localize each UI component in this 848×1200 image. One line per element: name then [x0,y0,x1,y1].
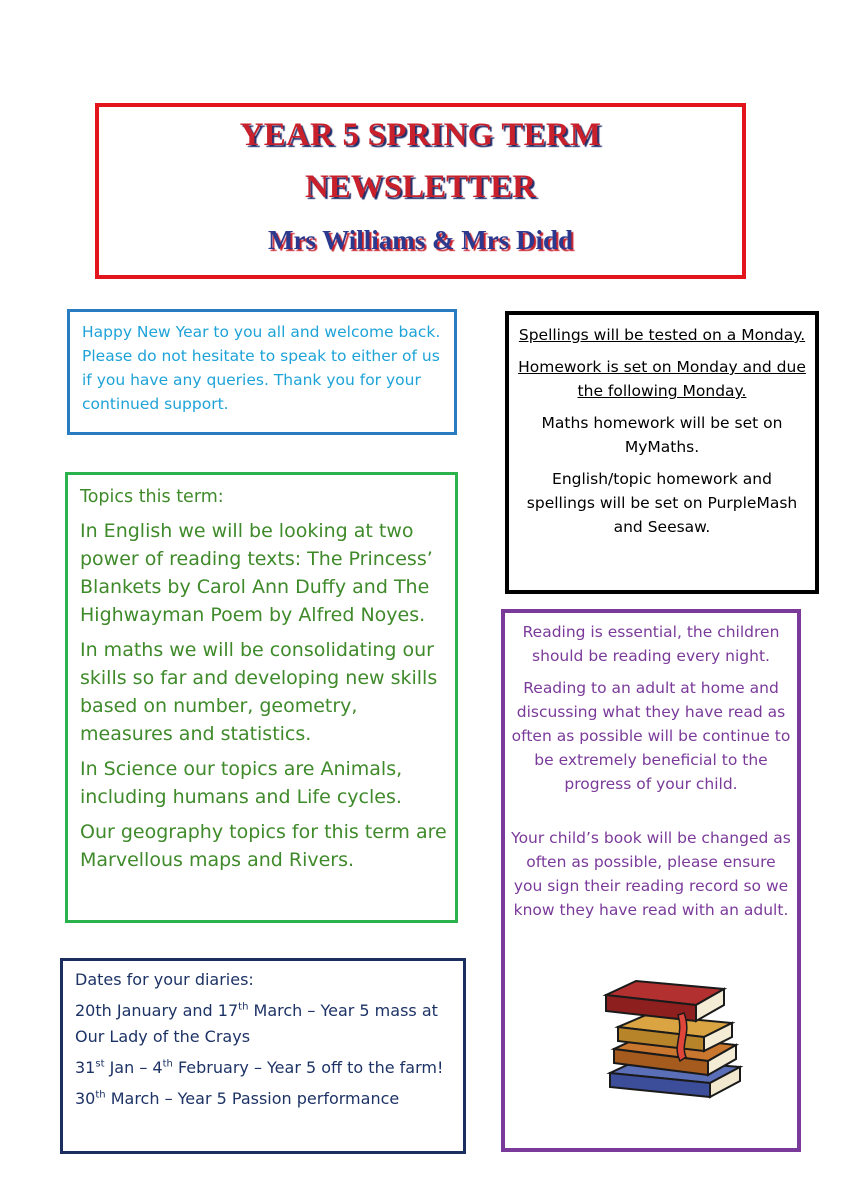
topic-maths: In maths we will be consolidating our skills so far and developing new skills based on number, geometry, measures and statistics. [80,639,438,745]
title-line-2: NEWSLETTER [304,169,537,205]
date-item: 31st Jan – 4th February – Year 5 off to the farm! [75,1058,444,1077]
topics-heading: Topics this term: [80,487,224,507]
spellings-note: Spellings will be tested on a Monday. [518,326,806,344]
topic-english: In English we will be looking at two power of reading texts: The Princess’ Blankets by Carol Ann Duffy and The Highwayman Poem by Alfred Noyes. [80,520,433,626]
dates-heading: Dates for your diaries: [75,970,254,989]
date-item: 20th January and 17th March – Year 5 mass at Our Lady of the Crays [75,1001,438,1046]
reading-record-note: Your child’s book will be changed as often as possible, please ensure you sign their reading record so we know they have read with an adult. [511,829,791,919]
topic-science: In Science our topics are Animals, including humans and Life cycles. [80,758,403,808]
stack-of-books-icon [600,975,750,1105]
reading-essential: Reading is essential, the children should be reading every night. [522,623,780,665]
welcome-text: Happy New Year to you all and welcome back. Please do not hesitate to speak to either of us if you have any queries. Thank you for your continued support. [82,323,441,413]
homework-set-note: Homework is set on Monday and due the following Monday. [518,358,806,400]
newsletter-header [95,103,746,279]
maths-homework-note: Maths homework will be set on MyMaths. [541,414,783,456]
dates-box [60,958,466,1154]
english-homework-note: English/topic homework and spellings will be set on PurpleMash and Seesaw. [526,470,798,536]
welcome-box [67,309,457,435]
reading-with-adult: Reading to an adult at home and discussing what they have read as often as possible will be continue to be extremely beneficial to the progress of your child. [511,679,791,793]
date-item: 30th March – Year 5 Passion performance [75,1089,400,1108]
title-line-1: YEAR 5 SPRING TERM [239,117,602,153]
homework-box [505,311,819,594]
teachers-names: Mrs Williams & Mrs Didd [267,225,573,255]
topics-box [65,472,458,923]
topic-geography: Our geography topics for this term are Marvellous maps and Rivers. [80,821,447,871]
